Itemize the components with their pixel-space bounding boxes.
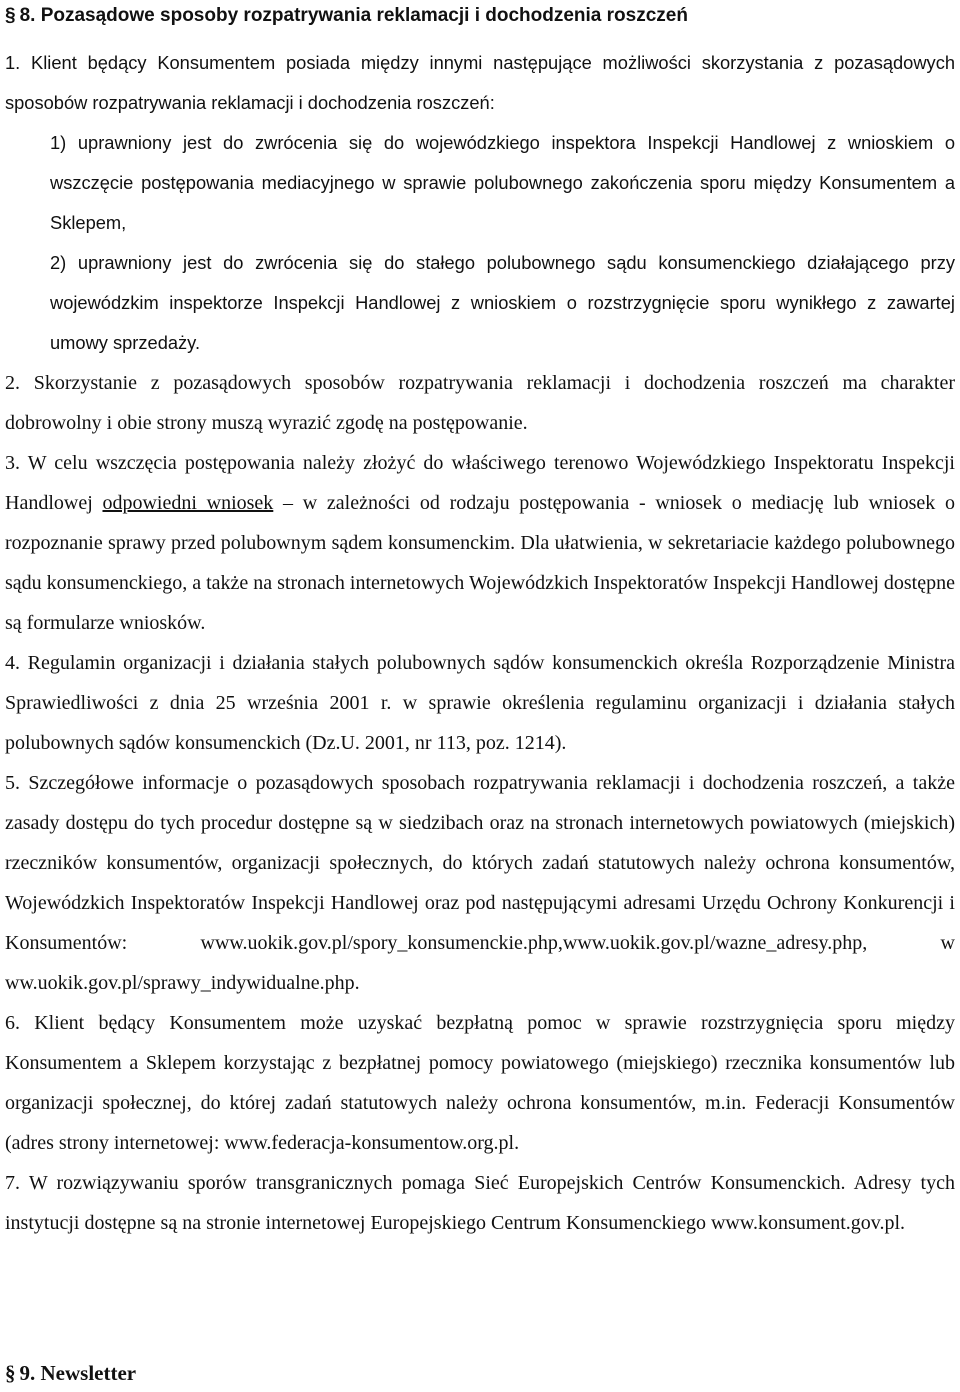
application-form-link[interactable]: odpowiedni wniosek — [102, 492, 274, 514]
section-symbol: § — [5, 5, 16, 26]
section-symbol: § — [5, 1361, 16, 1385]
section-9-title: 9. Newsletter — [19, 1361, 137, 1385]
paragraph-3-text-end: – w zależności od rodzaju postępowania - wniosek o mediację lub wniosek o rozpoznanie sprawy przed polubownym sądem konsumenckim. Dla ułatwienia, w sekretariacie każdego polubownego sądu konsumenckiego, a także na stronach internetowych Wojewódzkich Inspektoratów Inspekcji Handlowej dostępne są formularze wniosków. — [5, 492, 955, 634]
section-8-heading — [5, 0, 955, 43]
paragraph-1-item-2: 2) uprawniony jest do zwrócenia się do stałego polubownego sądu konsumenckiego działającego przy wojewódzkim inspektorze Inspekcji Handlowej z wnioskiem o rozstrzygnięcie sporu wynikłego z zawartej umowy sprzedaży. — [50, 252, 955, 353]
paragraph-7: 7. W rozwiązywaniu sporów transgranicznych pomaga Sieć Europejskich Centrów Konsumenckich. Adresy tych instytucji dostępne są na stronie internetowej Europejskiego Centrum Konsumenckiego www.konsument.gov.pl. — [5, 1172, 955, 1234]
paragraph-5: 5. Szczegółowe informacje o pozasądowych sposobach rozpatrywania reklamacji i dochodzenia roszczeń, a także zasady dostępu do tych procedur dostępne są w siedzibach oraz na stronach internetowych powiatowych (miejskich) rzeczników konsumentów, organizacji społecznych, do których zadań statutowych należy ochrona konsumentów, Wojewódzkich Inspektoratów Inspekcji Handlowej oraz pod następującymi adresami Urzędu Ochrony Konkurencji i Konsumentów: www.uokik.gov.pl/spory_konsumenckie.php,www.uokik.gov.pl/wazne_adresy.php, w ww.uokik.gov.pl/sprawy_indywidualne.php. — [5, 772, 955, 994]
paragraph-4: 4. Regulamin organizacji i działania stałych polubownych sądów konsumenckich określa Rozporządzenie Ministra Sprawiedliwości z dnia 25 września 2001 r. w sprawie określenia regulaminu organizacji i działania stałych polubownych sądów konsumenckich (Dz.U. 2001, nr 113, poz. 1214). — [5, 652, 955, 754]
section-8-title: 8. Pozasądowe sposoby rozpatrywania reklamacji i dochodzenia roszczeń — [19, 5, 688, 26]
section-9-heading — [5, 1360, 136, 1390]
paragraph-3 — [5, 443, 955, 643]
paragraph-3-text-start: 3. W celu wszczęcia postępowania należy złożyć do właściwego terenowo Wojewódzkiego Inspektoratu Inspekcji Handlowej — [5, 452, 955, 514]
paragraph-2: 2. Skorzystanie z pozasądowych sposobów rozpatrywania reklamacji i dochodzenia roszczeń ma charakter dobrowolny i obie strony muszą wyrazić zgodę na postępowanie. — [5, 372, 955, 434]
paragraph-1-intro: 1. Klient będący Konsumentem posiada między innymi następujące możliwości skorzystania z pozasądowych sposobów rozpatrywania reklamacji i dochodzenia roszczeń: — [5, 52, 955, 113]
paragraph-6: 6. Klient będący Konsumentem może uzyskać bezpłatną pomoc w sprawie rozstrzygnięcia sporu między Konsumentem a Sklepem korzystając z bezpłatnej pomocy powiatowego (miejskiego) rzecznika konsumentów lub organizacji społecznej, do której zadań statutowych należy ochrona konsumentów, m.in. Federacji Konsumentów (adres strony internetowej: www.federacja-konsumentow.org.pl. — [5, 1012, 955, 1154]
paragraph-1-item-1: 1) uprawniony jest do zwrócenia się do wojewódzkiego inspektora Inspekcji Handlowej z wnioskiem o wszczęcie postępowania mediacyjnego w sprawie polubownego zakończenia sporu między Konsumentem a Sklepem, — [50, 132, 955, 233]
document-page — [5, 0, 955, 1385]
